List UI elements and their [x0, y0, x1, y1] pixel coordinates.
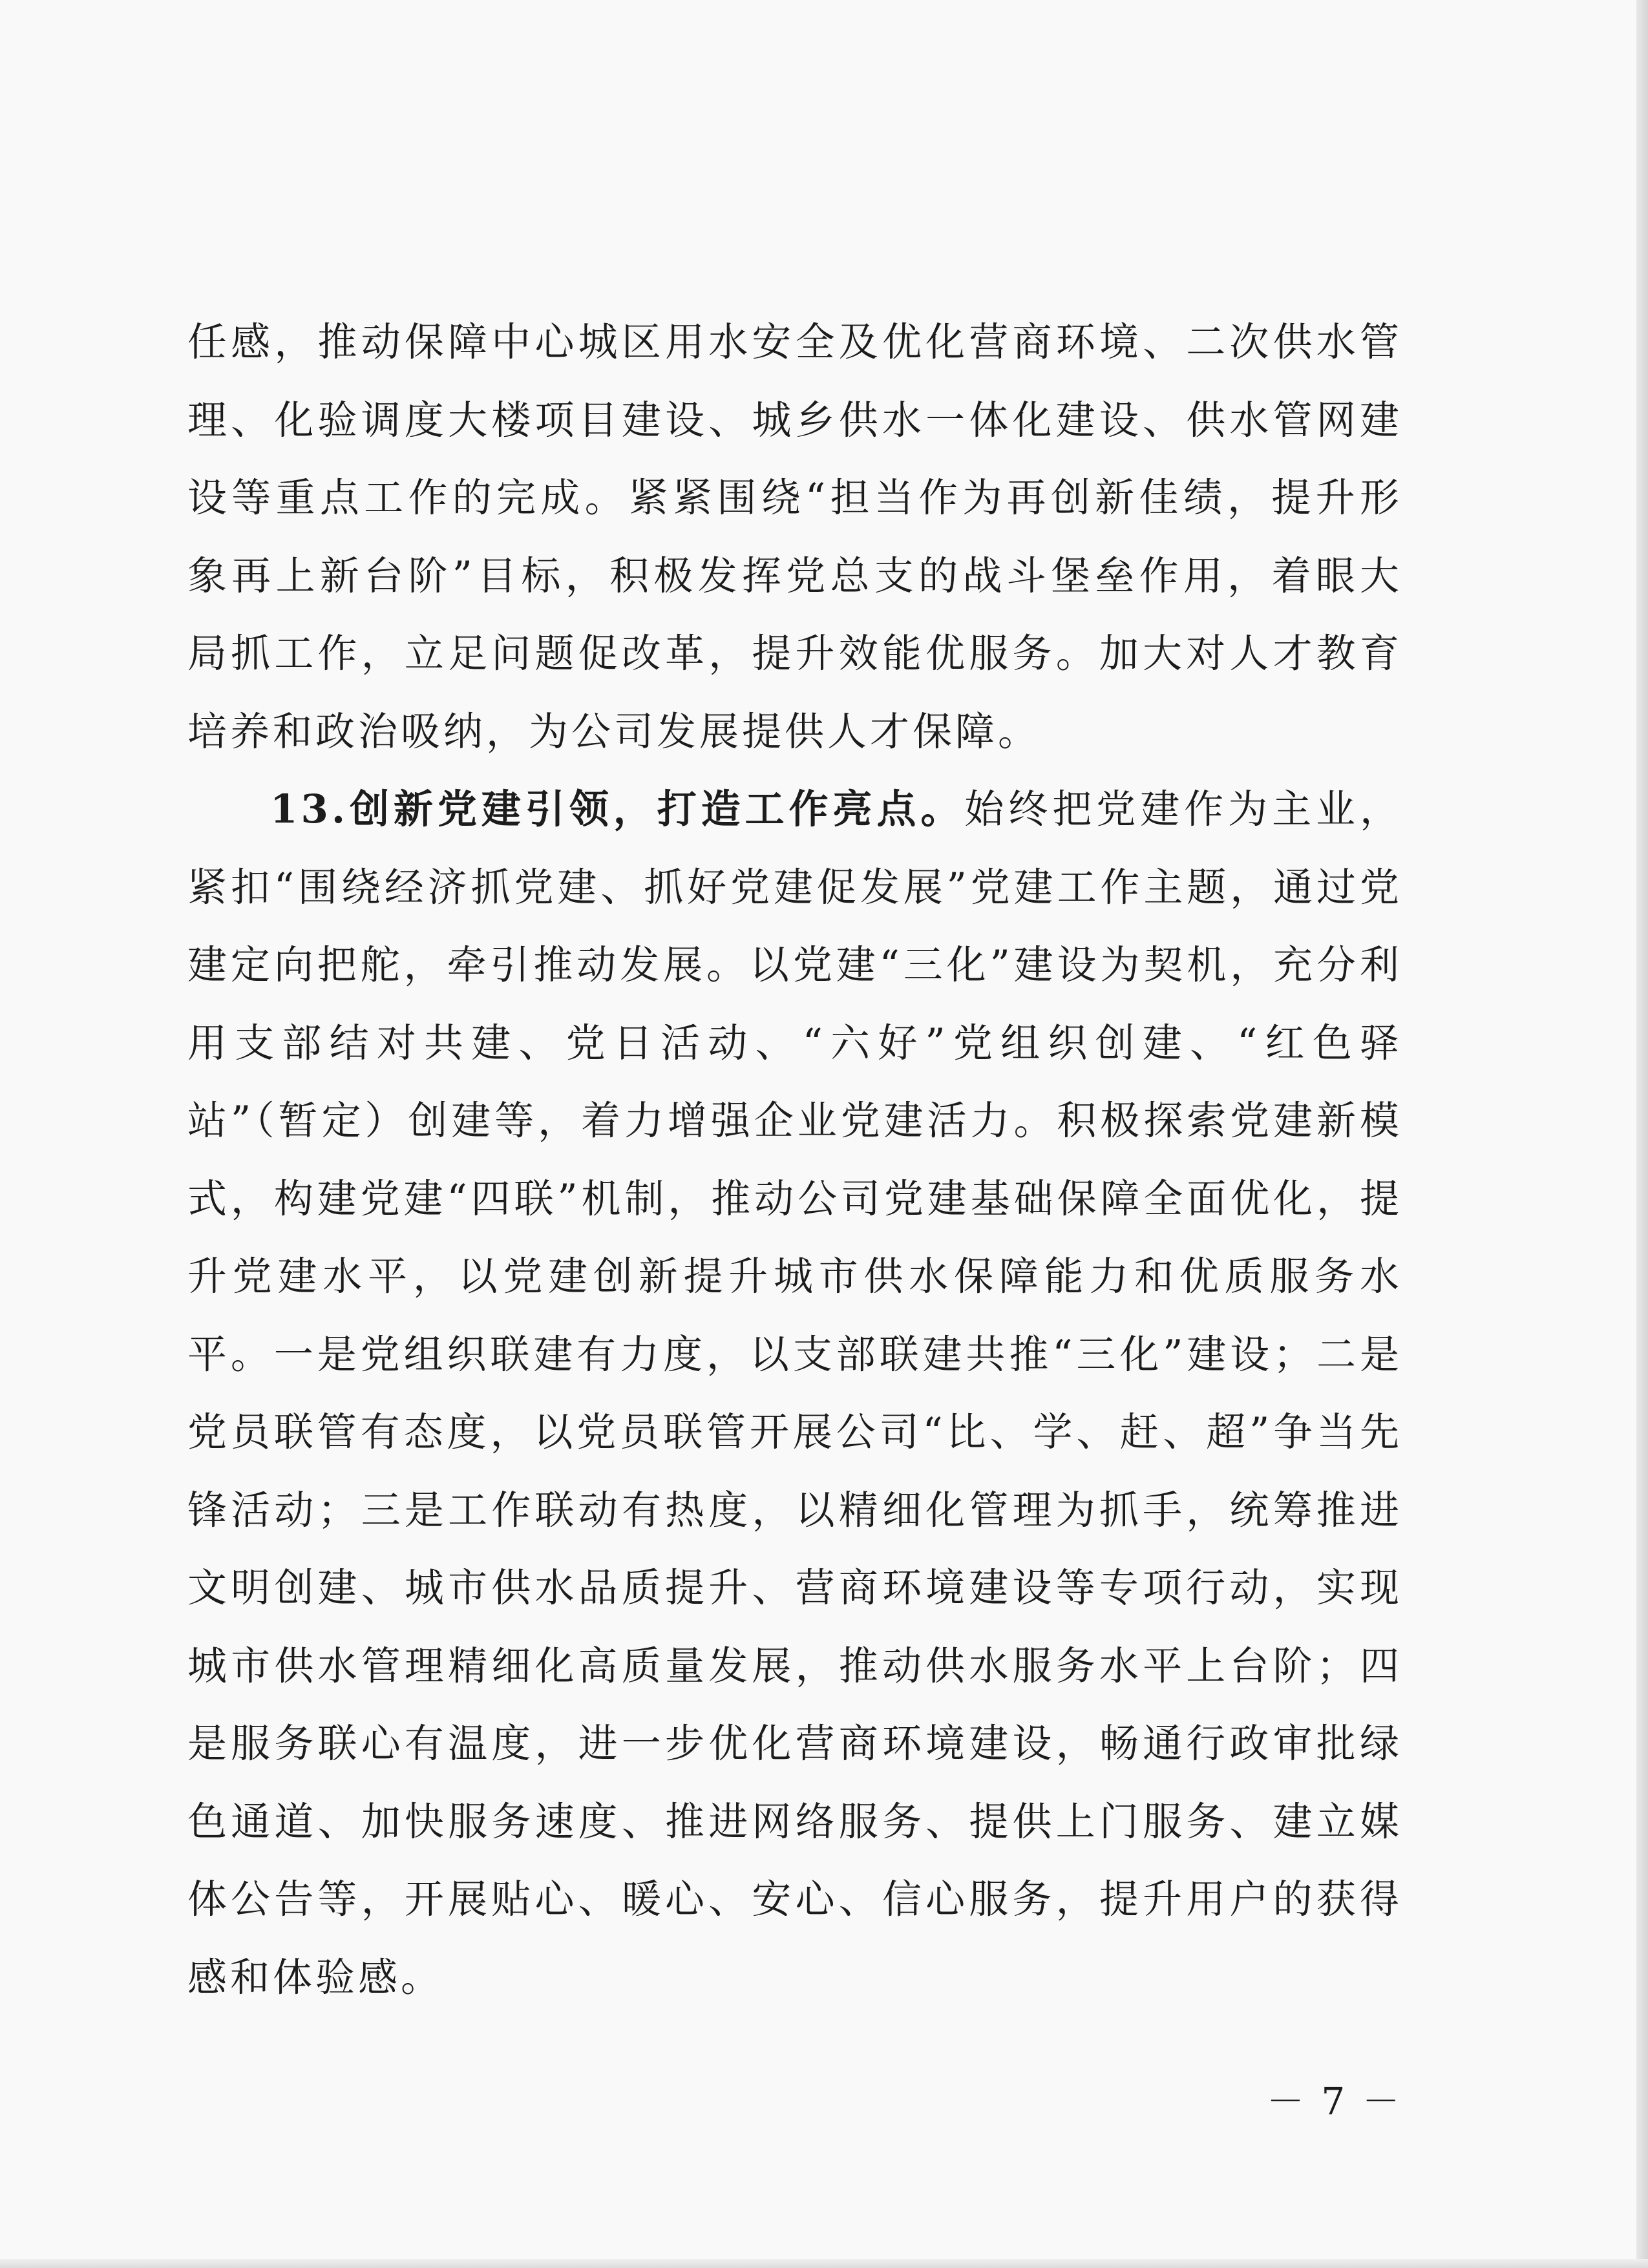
document-body	[187, 304, 1402, 2017]
paragraph-section-13	[187, 771, 1402, 2017]
paragraph-text: 始终把党建作为主业，紧扣“围绕经济抓党建、抓好党建促发展”党建工作主题，通过党建定向把舵，牵引推动发展。以党建“三化”建设为契机，充分利用支部结对共建、党日活动、“六好”党组织创建、“红色驿站”（暂定）创建等，着力增强企业党建活力。积极探索党建新模式，构建党建“四联”机制，推动公司党建基础保障全面优化，提升党建水平，以党建创新提升城市供水保障能力和优质服务水平。一是党组织联建有力度，以支部联建共推“三化”建设；二是党员联管有态度，以党员联管开展公司“比、学、赶、超”争当先锋活动；三是工作联动有热度，以精细化管理为抓手，统筹推进文明创建、城市供水品质提升、营商环境建设等专项行动，实现城市供水管理精细化高质量发展，推动供水服务水平上台阶；四是服务联心有温度，进一步优化营商环境建设，畅通行政审批绿色通道、加快服务速度、推进网络服务、提供上门服务、建立媒体公告等，开展贴心、暖心、安心、信心服务，提升用户的获得感和体验感。	[187, 786, 1402, 2000]
section-heading: 13.创新党建引领，打造工作亮点。	[270, 786, 965, 832]
page-number: － 7 －	[1267, 2079, 1402, 2123]
scan-edge-bottom	[0, 2259, 1648, 2268]
paragraph-continuation	[187, 304, 1402, 771]
scan-edge-right	[1636, 0, 1648, 2268]
paragraph-text: 任感，推动保障中心城区用水安全及优化营商环境、二次供水管理、化验调度大楼项目建设、城乡供水一体化建设、供水管网建设等重点工作的完成。紧紧围绕“担当作为再创新佳绩，提升形象再上新台阶”目标，积极发挥党总支的战斗堡垒作用，着眼大局抓工作，立足问题促改革，提升效能优服务。加大对人才教育培养和政治吸纳，为公司发展提供人才保障。	[187, 319, 1402, 755]
